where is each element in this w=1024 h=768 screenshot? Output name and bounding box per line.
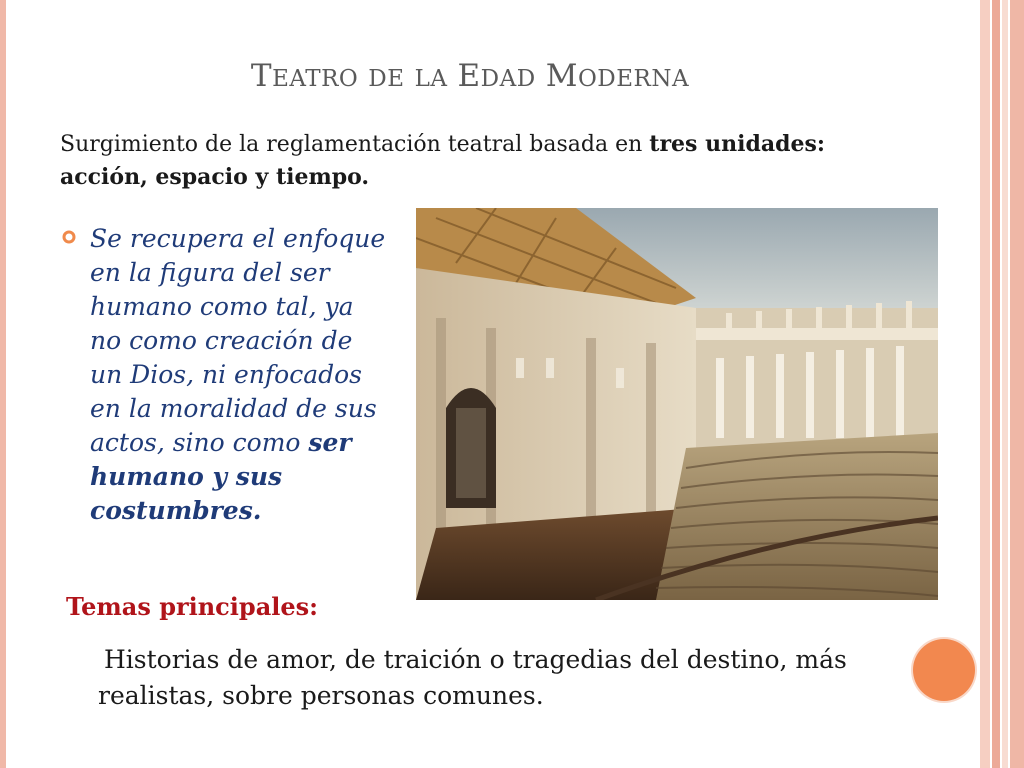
theatre-photo — [416, 208, 938, 600]
orange-circle-decoration — [913, 639, 975, 701]
temas-description: Historias de amor, de traición o tragedias del destino, más realistas, sobre personas comunes. — [98, 645, 847, 710]
bullet-icon — [62, 230, 76, 244]
bullet-text: Se recupera el enfoque en la figura del ser humano como tal, ya no como creación de un Dios, ni enfocados en la moralidad de sus actos, sino como ser humano y sus costumbres. — [90, 224, 386, 525]
right-frame-stripes — [980, 0, 1024, 768]
intro-paragraph: Surgimiento de la reglamentación teatral basada en tres unidades: acción, espacio y tiempo. — [60, 131, 825, 190]
temas-heading: Temas principales: — [66, 592, 318, 621]
left-frame-border — [0, 0, 6, 768]
slide-title: TEATRO DE LA EDAD MODERNA — [250, 58, 690, 94]
theatre-image — [416, 208, 938, 600]
